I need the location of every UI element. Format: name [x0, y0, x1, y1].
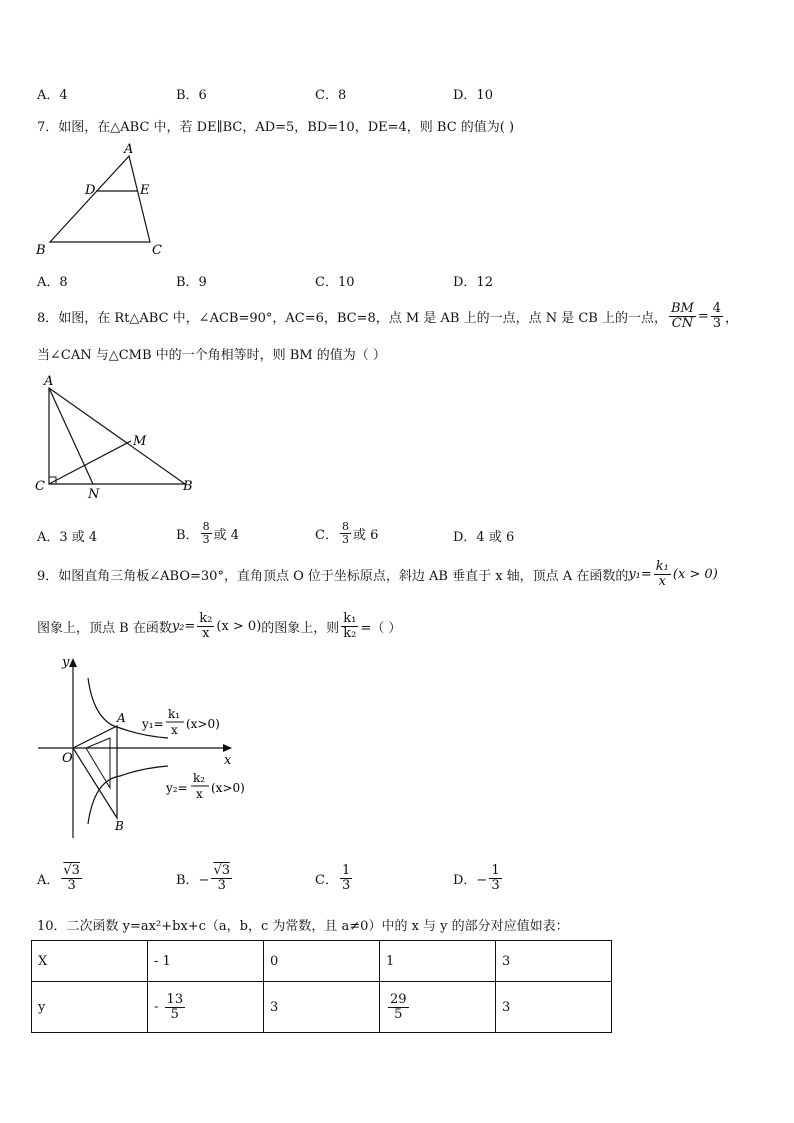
q8-ratio-equals: = [697, 308, 709, 324]
q8-option-c-den: 3 [341, 532, 349, 546]
q10-cell-y3 [380, 982, 496, 1033]
q9-y1-num: k₁ [655, 558, 669, 574]
q9-stem-part2b: 的图象上，则 [261, 620, 340, 636]
q8-option-c-suffix: 或 6 [352, 527, 379, 543]
q10-cell-y4: 3 [496, 982, 612, 1033]
q7-option-b: B．9 [176, 275, 207, 290]
q10-cell-y3-den: 5 [394, 1006, 403, 1022]
q9-option-a-prefix: A． [37, 872, 60, 888]
q9-option-a [37, 857, 84, 899]
q9-y2-num: k₂ [199, 610, 213, 626]
q10-cell-y1 [148, 982, 264, 1033]
q8-stem-part1: 8．如图，在 Rt△ABC 中，∠ACB=90°，AC=6，BC=8，点 M 是 AB 上的一点，点 N 是 CB 上的一点， [37, 310, 667, 326]
q7-option-c: C．10 [315, 275, 355, 290]
q9-f2-den: x [196, 787, 203, 801]
q10-cell-y-header: y [32, 982, 148, 1033]
q10-stem: 10．二次函数 y=ax²+bx+c（a，b，c 为常数，且 a≠0）中的 x 与 y 的部分对应值如表： [37, 919, 569, 934]
q8-option-d: D．4 或 6 [453, 530, 515, 545]
q8-option-b-fraction [201, 521, 212, 545]
q9-f1-num: k₁ [168, 707, 181, 721]
q8-stem-line1 [37, 296, 738, 336]
q8-option-a: A．3 或 4 [37, 530, 98, 545]
q9-f1-lhs: y₁= [142, 717, 164, 731]
q9-y-axis-arrow [69, 658, 77, 667]
q9-option-c [315, 857, 354, 899]
q9-x-axis-arrow [223, 744, 232, 752]
q9-option-b-num: √3 [213, 862, 231, 878]
q9-option-d [453, 857, 504, 899]
q8-option-b-prefix: B． [176, 527, 199, 543]
q8-ratio-fraction [669, 302, 696, 330]
q9-point-b-label: B [115, 819, 124, 833]
q8-option-c-num: 8 [341, 519, 349, 533]
q7-label-c: C [152, 243, 162, 258]
q6-option-a: A．4 [37, 88, 68, 103]
table-row [32, 982, 612, 1033]
q9-option-b-prefix: B．− [176, 872, 210, 888]
q9-y2-lhs: y₂= [171, 618, 196, 634]
q10-cell-x4: 3 [496, 941, 612, 982]
q9-f2-cond: (x>0) [211, 781, 245, 795]
q9-option-a-den: 3 [67, 877, 76, 893]
q10-cell-y2: 3 [264, 982, 380, 1033]
q10-value-table [31, 940, 612, 1033]
q9-origin-label: O [62, 751, 73, 766]
q7-label-a: A [124, 142, 134, 157]
q9-f1-cond: (x>0) [186, 717, 220, 731]
q7-stem: 7．如图，在△ABC 中，若 DE∥BC，AD=5，BD=10，DE=4，则 BC 的值为( ) [37, 120, 515, 135]
q10-cell-y1-num: 13 [166, 991, 184, 1007]
q9-ratio-fraction [341, 612, 358, 640]
q9-option-b-den: 3 [217, 877, 226, 893]
q9-y2-cond: (x > 0) [216, 618, 262, 634]
q9-option-d-fraction [489, 864, 501, 892]
q9-y-label: y [62, 655, 70, 670]
q7-option-a: A．8 [37, 275, 68, 290]
q8-option-b [176, 514, 239, 552]
q9-y2-den: x [202, 625, 210, 641]
q8-ratio-denominator: CN [671, 315, 694, 331]
q7-label-e: E [140, 183, 150, 198]
q8-option-c-fraction [340, 521, 351, 545]
q9-ratio-num: k₁ [343, 610, 357, 626]
q9-curve-y2 [88, 766, 168, 824]
q8-option-b-den: 3 [202, 532, 210, 546]
q6-option-d: D．10 [453, 88, 493, 103]
q9-y1-cond: (x > 0) [672, 566, 718, 582]
q9-stem-line1 [37, 553, 718, 595]
q8-label-m: M [133, 434, 147, 449]
q8-option-b-suffix: 或 4 [213, 527, 239, 543]
q10-cell-y3-num: 29 [390, 991, 407, 1007]
q9-option-c-prefix: C． [315, 872, 338, 888]
q8-ratio-value-den: 3 [712, 315, 722, 331]
q6-option-c: C．8 [315, 88, 347, 103]
q7-label-b: B [36, 243, 46, 258]
q9-stem-part1: 9．如图直角三角板∠ABO=30°，直角顶点 O 位于坐标原点，斜边 AB 垂直于 x 轴，顶点 A 在函数的 [37, 568, 629, 584]
q9-x-label: x [224, 753, 232, 768]
q8-label-c: C [35, 479, 45, 494]
q8-ratio-tail: ， [725, 310, 739, 326]
q9-set-square-inner [86, 738, 110, 788]
q10-cell-x2: 0 [264, 941, 380, 982]
q8-ratio-value [711, 302, 723, 330]
q10-cell-y3-fraction [388, 993, 409, 1021]
table-row [32, 941, 612, 982]
q8-ratio-numerator: BM [670, 300, 694, 316]
q9-stem-part2a: 图象上，顶点 B 在函数 [37, 620, 172, 636]
q9-option-d-prefix: D．− [453, 872, 488, 888]
q9-y2-fraction [197, 612, 214, 640]
q9-option-b [176, 857, 234, 899]
q9-point-a-label: A [117, 711, 126, 725]
q9-f2-lhs: y₂= [166, 781, 188, 795]
q9-option-c-den: 3 [341, 877, 351, 893]
q10-cell-x1: - 1 [148, 941, 264, 982]
q9-option-d-den: 3 [491, 877, 500, 893]
q9-y1-lhs: y₁= [628, 566, 652, 582]
q8-option-c-prefix: C． [315, 527, 338, 543]
q9-y1-den: x [658, 573, 666, 589]
q8-stem-line2: 当∠CAN 与△CMB 中的一个角相等时，则 BM 的值为（ ） [37, 348, 386, 363]
q8-option-b-num: 8 [202, 519, 210, 533]
q7-option-d: D．12 [453, 275, 493, 290]
q9-option-c-num: 1 [341, 862, 351, 878]
q7-label-d: D [85, 183, 96, 198]
q8-triangle-figure [30, 372, 205, 502]
q10-cell-y1-fraction [165, 993, 186, 1021]
q7-triangle-figure [30, 140, 180, 260]
q9-stem-line2 [37, 605, 401, 647]
q9-f2-num: k₂ [193, 771, 206, 785]
q6-option-b: B．6 [176, 88, 207, 103]
q9-option-c-fraction [340, 864, 352, 892]
q8-option-c [315, 514, 378, 552]
q9-f1-den: x [171, 723, 178, 737]
q9-option-a-num: √3 [63, 862, 80, 878]
q9-option-a-fraction [61, 864, 82, 892]
q9-ratio-den: k₂ [343, 625, 357, 641]
q10-cell-x3: 1 [380, 941, 496, 982]
q9-stem-end: =（ ） [360, 620, 402, 636]
q9-option-d-num: 1 [491, 862, 500, 878]
q9-option-b-fraction [211, 864, 232, 892]
q10-cell-y1-sign: - [154, 999, 159, 1015]
q8-label-n: N [88, 487, 100, 502]
q8-label-b: B [183, 479, 193, 494]
q10-cell-y1-den: 5 [170, 1006, 179, 1022]
q9-coordinate-figure [30, 652, 270, 844]
q10-cell-x-header: X [32, 941, 148, 982]
q8-ratio-value-num: 4 [712, 300, 722, 316]
q9-y1-fraction [654, 560, 671, 588]
q8-label-a: A [44, 374, 54, 389]
